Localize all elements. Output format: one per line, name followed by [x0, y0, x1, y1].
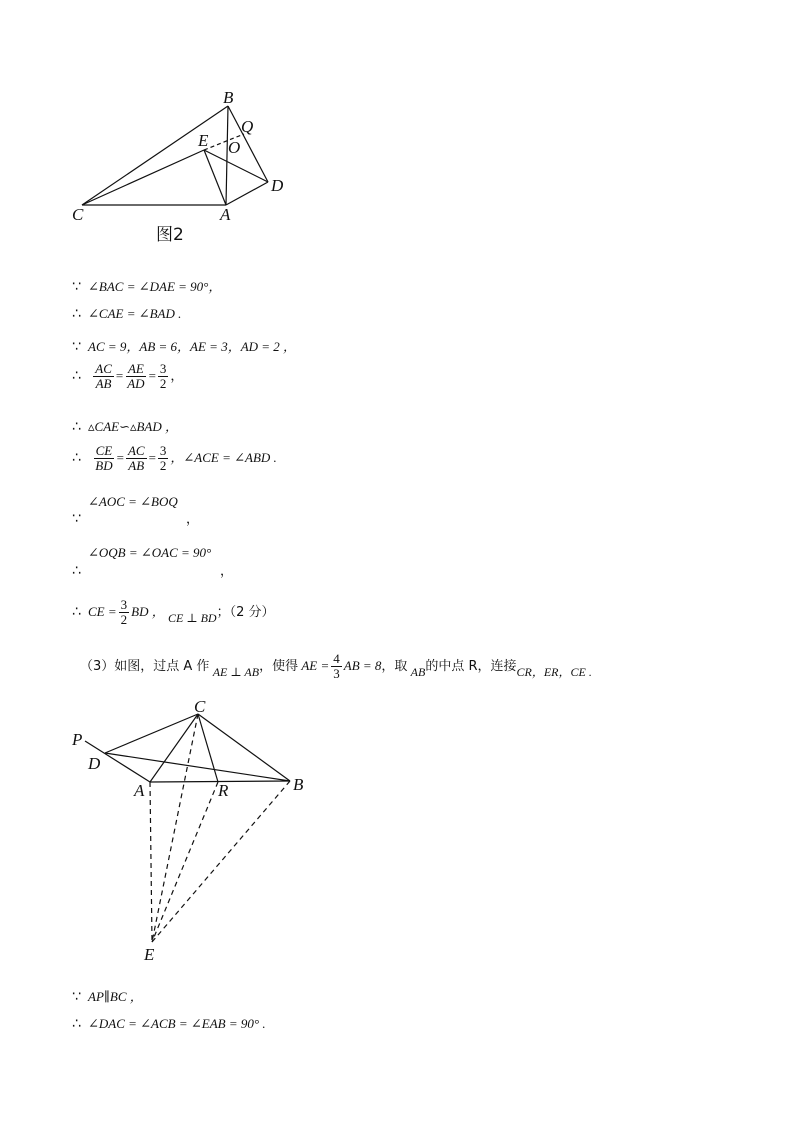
label-a: A [220, 205, 231, 224]
step-7-marks: ∵ ， [72, 511, 200, 527]
therefore-symbol: ∴ [72, 1016, 81, 1032]
label-d: D [271, 176, 284, 195]
step-10-text: AP∥BC ， [88, 989, 143, 1004]
segment-ae-dashed [150, 782, 152, 942]
fraction-ae-ad: $\frac{AE}{AD}$ [127, 361, 145, 392]
fraction-ac-ab: $\frac{AC}{AB}$ [127, 443, 145, 474]
because-symbol: ∵ [72, 339, 81, 355]
label-b: B [293, 775, 304, 794]
figure-3 [60, 690, 340, 970]
step-6: ∴ $\frac{CE}{BD}$ = $\frac{AC}{AB}$ = $\frac{3}{2}$ ，∠ACE = ∠ABD . [72, 443, 277, 474]
figure-2 [60, 90, 320, 260]
fraction-3-2: $\frac{3}{2}$ [159, 361, 167, 392]
segment-ce [82, 150, 204, 205]
figure-caption: 图2 [156, 225, 184, 245]
label-b: B [223, 90, 234, 107]
therefore-symbol: ∴ [72, 306, 81, 322]
label-p: P [72, 730, 83, 749]
fraction-ce-bd: $\frac{CE}{BD}$ [95, 443, 113, 474]
segment-cb [198, 714, 290, 781]
fraction-4-3: $\frac{4}{3}$ [333, 651, 340, 682]
step-2 [72, 306, 181, 322]
label-c: C [72, 205, 84, 224]
step-3 [72, 336, 296, 355]
segment-ea [204, 150, 226, 205]
step-4: ∴ $\frac{AC}{AB}$ = $\frac{AE}{AD}$ = $\frac{3}{2}$ ， [72, 361, 184, 392]
step-1 [72, 276, 221, 295]
step-1-text: ∠BAC = ∠DAE = 90°， [88, 279, 222, 294]
label-r: R [218, 781, 229, 800]
segment-re-dashed [152, 782, 218, 942]
step-11 [72, 1016, 266, 1032]
because-symbol: ∵ [72, 989, 81, 1005]
segment-ad [226, 182, 268, 205]
step-5-text: ▵CAE∽▵BAD ， [88, 419, 179, 434]
because-symbol: ∵ [72, 279, 81, 295]
step-3-text: AC = 9，AB = 6，AE = 3，AD = 2 ， [88, 339, 297, 354]
step-10 [72, 986, 143, 1005]
label-q: Q [241, 117, 254, 136]
label-e: E [144, 945, 155, 964]
therefore-symbol: ∴ [72, 449, 81, 466]
therefore-symbol: ∴ [72, 419, 81, 435]
segment-cr [198, 714, 218, 782]
perpendicular-statement: CE ⊥ BD [167, 610, 217, 625]
label-d: D [88, 754, 101, 773]
score-note: ；（2 分） [216, 604, 275, 620]
label-e: E [198, 131, 209, 150]
step-7-text: ∠AOC = ∠BOQ [88, 494, 178, 509]
label-o: O [228, 138, 241, 157]
segment-be-dashed [152, 781, 290, 942]
segment-db [105, 753, 290, 781]
step-11-text: ∠DAC = ∠ACB = ∠EAB = 90° . [88, 1016, 266, 1031]
step-8-marks: ∴ ， [72, 563, 234, 579]
step-9: ∴ CE = $\frac{3}{2}$ BD ， CE ⊥ BD；（2 分） [72, 597, 275, 628]
label-a: A [134, 781, 145, 800]
fraction-ac-ab: $\frac{AC}{AB}$ [95, 361, 112, 392]
step-8 [72, 545, 211, 561]
step-8-text: ∠OQB = ∠OAC = 90° [88, 545, 212, 560]
because-symbol: ∵ [72, 511, 81, 527]
label-c: C [194, 697, 206, 716]
step-5 [72, 416, 178, 435]
therefore-symbol: ∴ [72, 367, 81, 384]
therefore-symbol: ∴ [72, 563, 81, 579]
segment-ce-dashed [152, 714, 198, 942]
fraction-3-2: $\frac{3}{2}$ [159, 443, 167, 474]
therefore-symbol: ∴ [72, 603, 81, 620]
fraction-3-2: $\frac{3}{2}$ [120, 597, 128, 628]
step-2-text: ∠CAE = ∠BAD . [88, 306, 182, 321]
part-3-intro: （3）如图，过点 A 作 AE ⊥ AB，使得 AE = $\frac{4}{3}$ AB = 8，取 AB的中点 R，连接CR，ER，CE . [80, 651, 592, 682]
